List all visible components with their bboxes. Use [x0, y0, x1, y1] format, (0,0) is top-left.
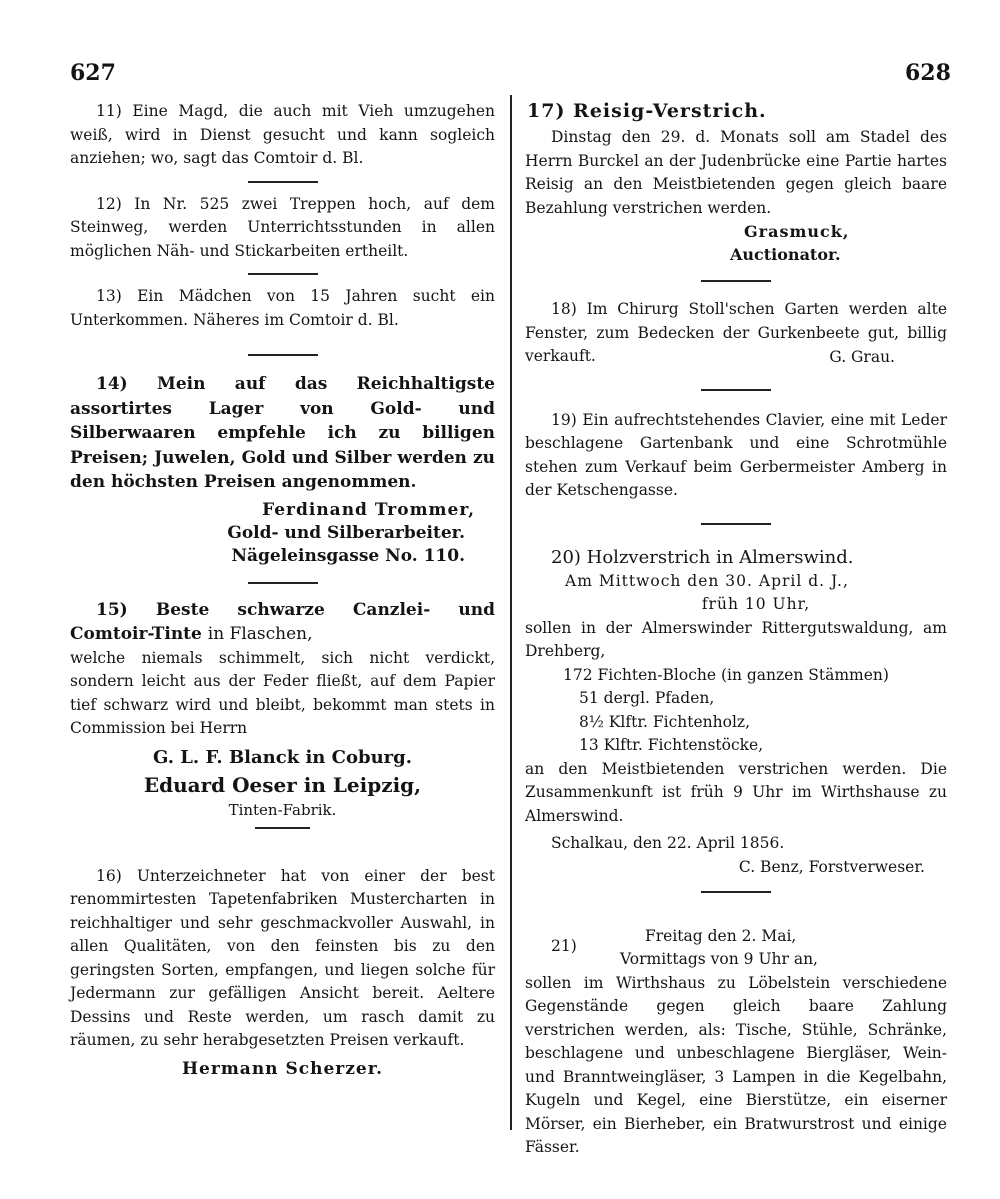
- ad-15-firms: [70, 745, 495, 821]
- signature-trade: Gold- und Silberarbeiter.: [227, 522, 465, 543]
- ad-18-signature: G. Grau.: [829, 347, 895, 366]
- page-number-left: 627: [70, 60, 116, 86]
- item-fichtenstoecke: 13 Klftr. Fichtenstöcke,: [579, 736, 764, 754]
- separator: [701, 523, 771, 525]
- ad-15-body: welche niemals schimmelt, sich nicht verdickt, sondern leicht aus der Feder fließt, auf dem Papier tief schwarz wird und bleibt, bekommt man stets in Commission bei Herrn: [70, 648, 495, 737]
- separator: [701, 891, 771, 893]
- separator: [255, 827, 310, 829]
- separator: [248, 354, 318, 356]
- ad-15-title: 15) Beste schwarze Canzlei- und Comtoir-Tinte: [70, 599, 495, 644]
- signature-name: Ferdinand Trommer,: [262, 499, 475, 520]
- item-fichten-bloche: 172 Fichten-Bloche (in ganzen Stämmen): [563, 665, 889, 684]
- signature-name: Grasmuck,: [744, 222, 850, 241]
- item-pfaden: 51 dergl. Pfaden,: [579, 689, 715, 707]
- page-number-right: 628: [905, 60, 951, 86]
- ad-20-body: an den Meistbietenden verstrichen werden. Die Zusammenkunft ist früh 9 Uhr im Wirthshause zu Almerswind.: [525, 759, 947, 825]
- ad-20-items: [525, 664, 947, 758]
- left-column: [70, 100, 495, 1079]
- ad-18: 18) Im Chirurg Stoll'schen Garten werden alte Fenster, zum Bedecken der Gurkenbeete gut, billig verkauft.: [525, 300, 947, 365]
- ad-20-heading: 20) Holzverstrich in Almerswind.: [551, 546, 854, 568]
- right-column: [525, 100, 947, 1160]
- ad-17-signature: [525, 220, 947, 266]
- ad-11: 11) Eine Magd, die auch mit Vieh umzugehen weiß, wird in Dienst gesucht und kann sogleich anziehen; wo, sagt das Comtoir d. Bl.: [70, 102, 495, 167]
- column-divider: [510, 95, 512, 1130]
- firm-coburg: G. L. F. Blanck in Coburg.: [153, 746, 412, 768]
- separator: [248, 273, 318, 275]
- ad-17-heading: 17) Reisig-Verstrich.: [527, 100, 767, 122]
- ad-15-subtitle: in Flaschen,: [207, 624, 313, 644]
- ad-20-time: früh 10 Uhr,: [701, 595, 811, 613]
- item-fichtenholz: 8½ Klftr. Fichtenholz,: [579, 712, 750, 731]
- ad-21-date: Freitag den 2. Mai,: [645, 926, 797, 945]
- separator: [248, 582, 318, 584]
- ad-12: 12) In Nr. 525 zwei Treppen hoch, auf dem Steinweg, werden Unterrichtsstunden in allen möglichen Näh- und Stickarbeiten ertheilt.: [70, 194, 495, 260]
- ad-17: Dinstag den 29. d. Monats soll am Stadel des Herrn Burckel an der Judenbrücke eine Partie hartes Reisig an den Meistbietenden gegen gleich baare Bezahlung verstrichen werden.: [525, 128, 947, 217]
- ad-21-header: [525, 925, 947, 972]
- ad-14: 14) Mein auf das Reichhaltigste assortirtes Lager von Gold- und Silberwaaren empfehle ich zu billigen Preisen; Juwelen, Gold und Silber werden zu den höchsten Preisen angenommen.: [70, 374, 495, 492]
- ad-20-date: Am Mittwoch den 30. April d. J.,: [565, 571, 849, 590]
- ad-16: 16) Unterzeichneter hat von einer der best renommirtesten Tapetenfabriken Mustercharten in reichhaltiger und sehr geschmackvoller Auswahl, in allen Qualitäten, von den feinsten bis zu den geringsten Sorten, empfangen, und liegen solche für Jedermann zur gefälligen Ansicht bereit. Aeltere Dessins und Reste werden, um rasch damit zu räumen, zu sehr herabgesetzten Preisen verkauft.: [70, 866, 495, 1049]
- ad-16-signature: Hermann Scherzer.: [181, 1058, 384, 1079]
- firm-type: Tinten-Fabrik.: [228, 800, 337, 819]
- ad-21-time: Vormittags von 9 Uhr an,: [620, 950, 818, 968]
- ad-20-intro: sollen in der Almerswinder Rittergutswaldung, am Drehberg,: [525, 618, 947, 660]
- ad-21-body: sollen im Wirthshaus zu Löbelstein verschiedene Gegenstände gegen gleich baare Zahlung verstrichen werden, als: Tische, Stühle, Schränke, beschlagene und unbeschlagene Biergläser, Wein- und Branntweingläser, 3 Lampen in die Kegelbahn, Kugeln und Kegel, eine Bierstütze, ein eiserner Mörser, ein Bierheber, ein Bratwurstrost und einige Fässer.: [525, 973, 947, 1156]
- signature-address: Nägeleinsgasse No. 110.: [231, 545, 465, 566]
- firm-leipzig: Eduard Oeser in Leipzig,: [143, 772, 422, 797]
- ad-13: 13) Ein Mädchen von 15 Jahren sucht ein Unterkommen. Näheres im Comtoir d. Bl.: [70, 287, 495, 329]
- ad-14-signature: [70, 499, 495, 568]
- separator: [701, 280, 771, 282]
- ad-19: 19) Ein aufrechtstehendes Clavier, eine mit Leder beschlagene Gartenbank und eine Schrotmühle stehen zum Verkauf beim Gerbermeister Amberg in der Ketschengasse.: [525, 410, 947, 499]
- signature-role: Auctionator.: [730, 245, 841, 264]
- ad-20-place-date: Schalkau, den 22. April 1856.: [551, 834, 785, 852]
- separator: [701, 389, 771, 391]
- ad-21-number: 21): [551, 936, 577, 955]
- separator: [248, 181, 318, 183]
- ad-15-heading: [70, 598, 495, 647]
- ad-20-signature: C. Benz, Forstverweser.: [738, 857, 925, 876]
